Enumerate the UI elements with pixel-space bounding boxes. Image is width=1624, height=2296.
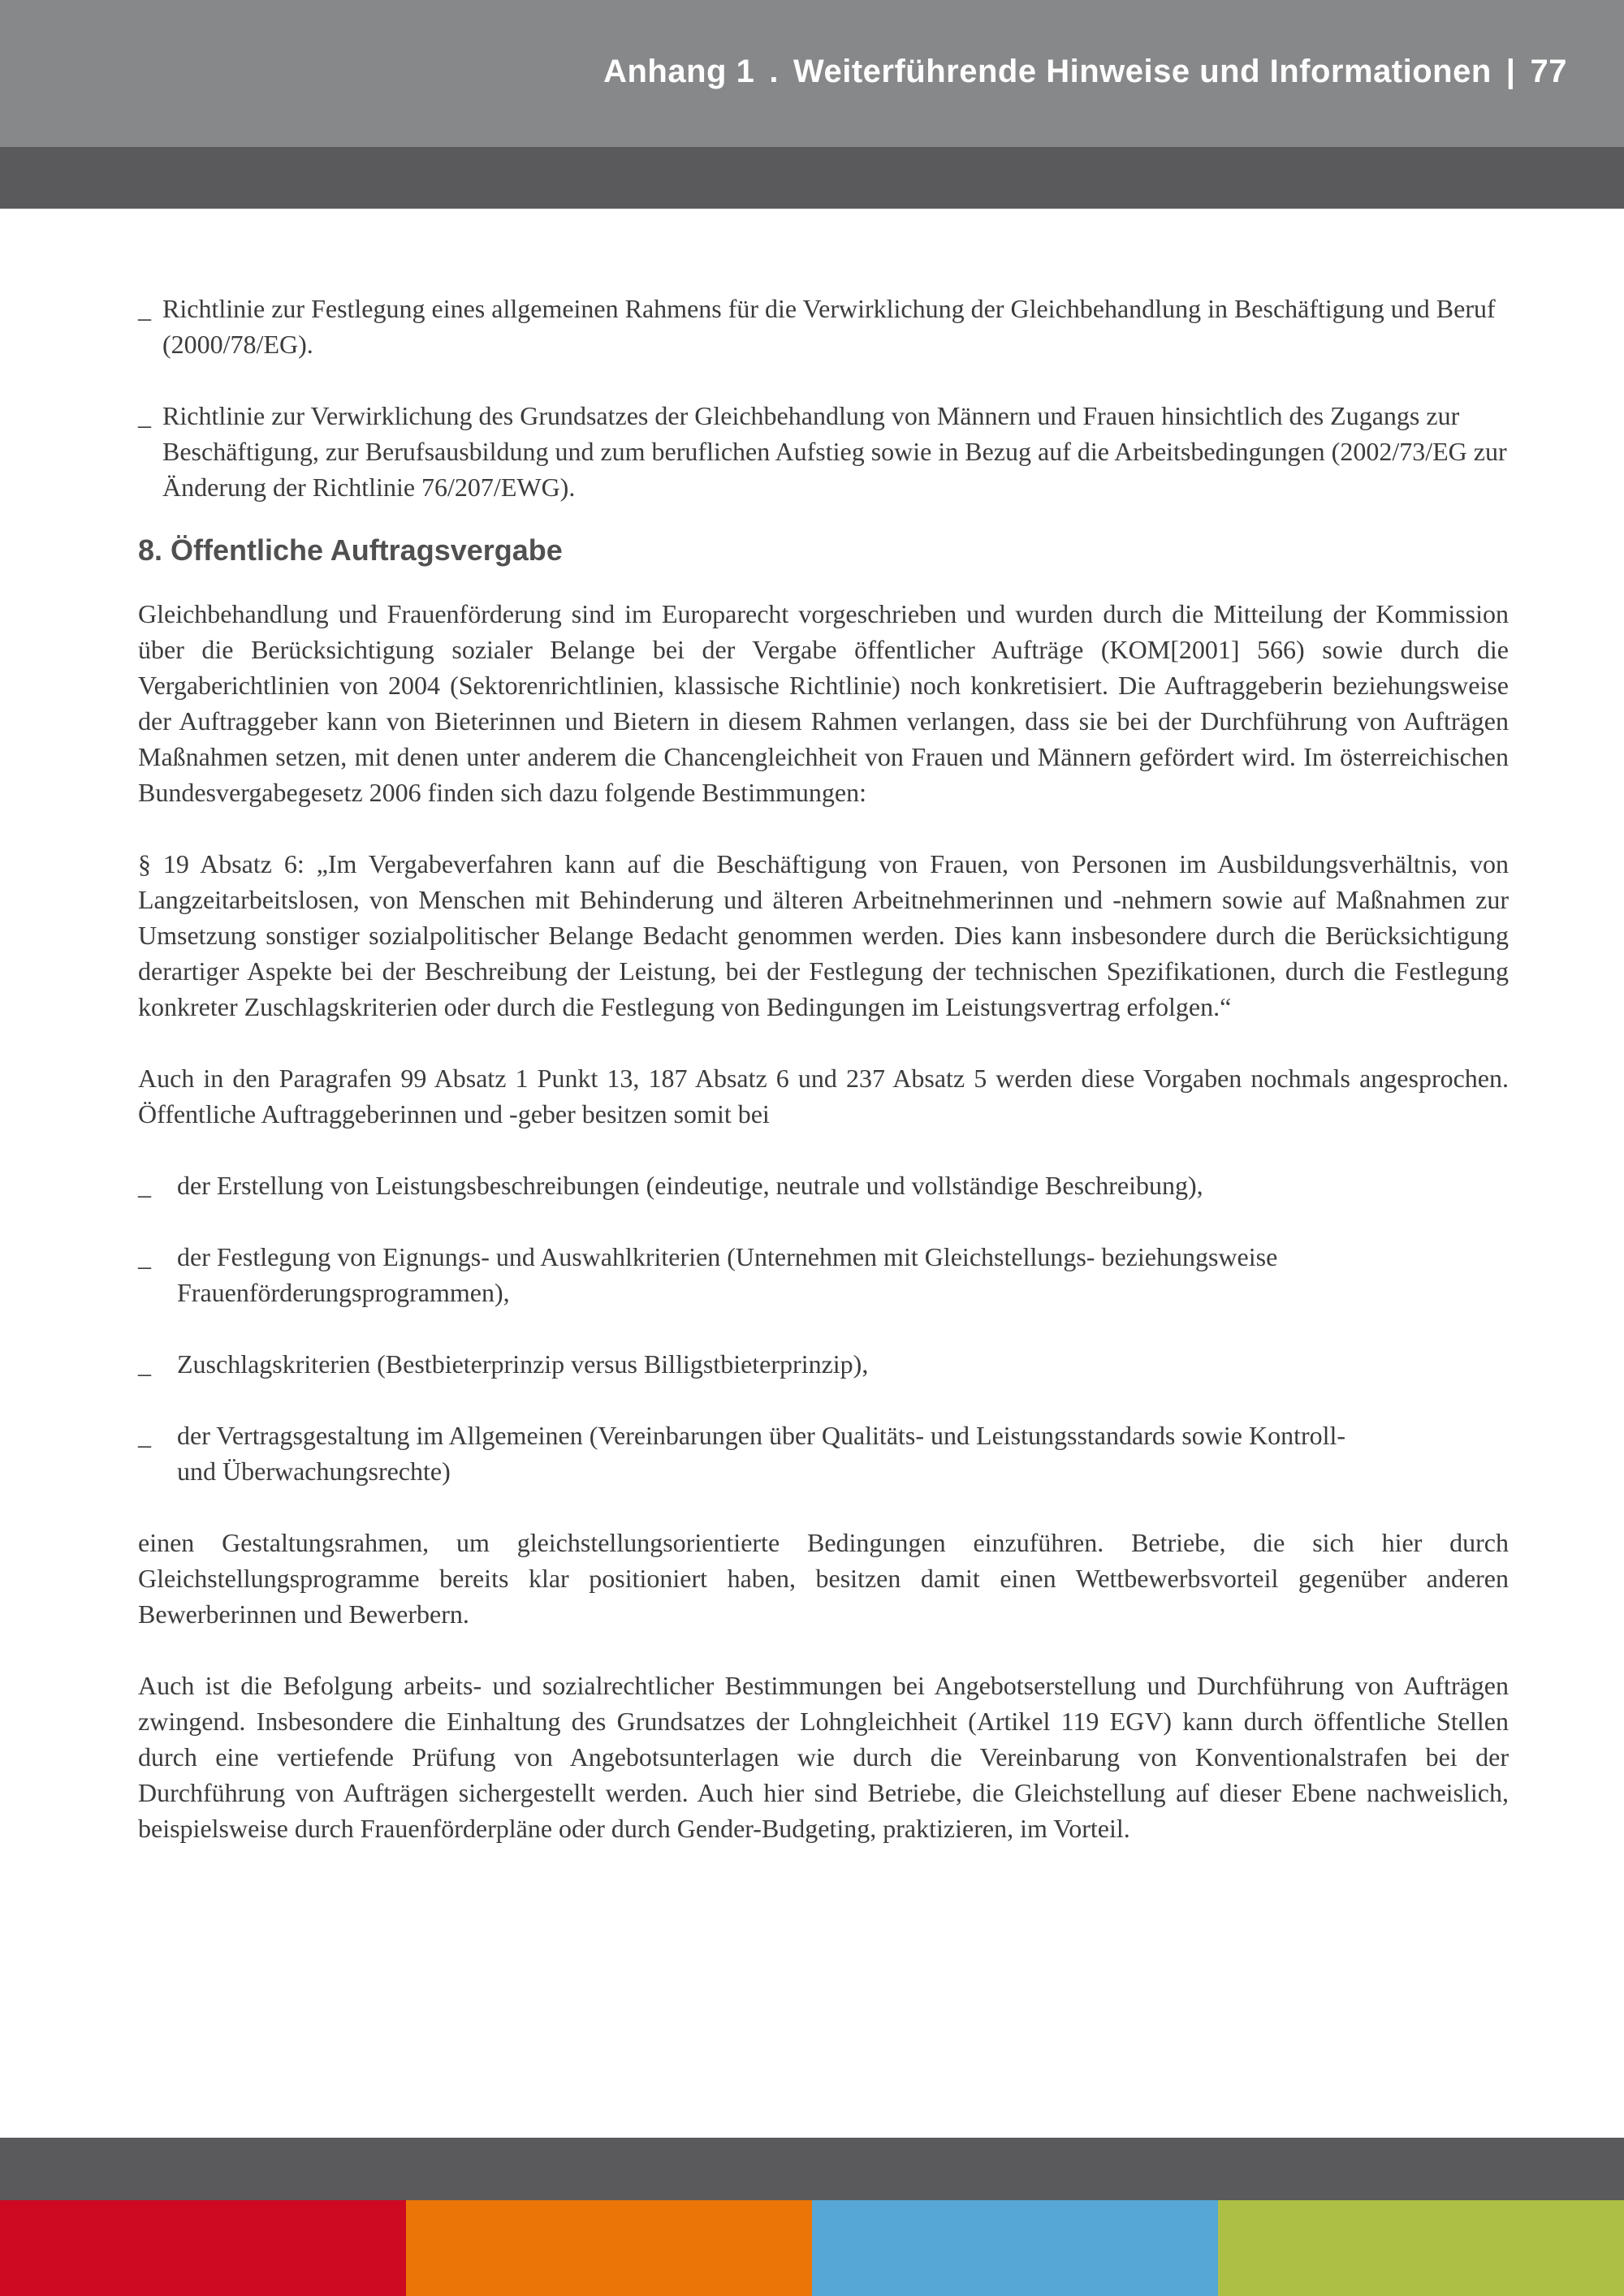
bullet-marker: _ <box>138 1171 151 1200</box>
page-number: 77 <box>1530 54 1567 89</box>
appendix-label: Anhang 1 <box>603 54 755 89</box>
stripe-red <box>0 2200 406 2296</box>
section-heading: 8. Öffentliche Auftragsvergabe <box>138 533 563 567</box>
stripe-orange <box>406 2200 812 2296</box>
paragraph-references: Auch in den Paragrafen 99 Absatz 1 Punkt 13, 187 Absatz 6 und 237 Absatz 5 werden diese Vorgaben nochmals angesprochen. Öffentliche Auftraggeberinnen und -geber besitzen somit bei <box>138 1064 1509 1129</box>
bullet-marker: _ <box>138 1242 151 1271</box>
paragraph-intro: Gleichbehandlung und Frauenförderung sind im Europarecht vorgeschrieben und wurden durch die Mitteilung der Kommission über die Berücksichtigung sozialer Belange bei der Vergabe öffentlicher Aufträge (KOM[2001] 566) sowie durch die Vergaberichtlinien von 2004 (Sektorenrichtlinien, klassische Richtlinie) noch konkretisiert. Die Auftraggeberin beziehungsweise der Auftraggeber kann von Bieterinnen und Bietern in diesem Rahmen verlangen, dass sie bei der Durchführung von Aufträgen Maßnahmen setzen, mit denen unter anderem die Chancengleichheit von Frauen und Männern gefördert wird. Im österreichischen Bundesvergabegesetz 2006 finden sich dazu folgende Bestimmungen: <box>138 599 1509 807</box>
header-band <box>0 147 1624 209</box>
directive-item <box>138 398 1509 505</box>
page-header <box>0 0 1624 147</box>
dash-marker: _ <box>138 401 151 430</box>
directive-text: Richtlinie zur Verwirklichung des Grundsatzes der Gleichbehandlung von Männern und Frauen hinsichtlich des Zugangs zur Beschäftigung, zur Berufsausbildung und zum beruflichen Aufstieg sowie in Bezug auf die Arbeitsbedingungen (2002/73/EG zur Änderung der Richtlinie 76/207/EWG). <box>162 401 1507 502</box>
bullet-item <box>138 1346 1509 1382</box>
directive-text: Richtlinie zur Festlegung eines allgemeinen Rahmens für die Verwirklichung der Gleichbehandlung in Beschäftigung und Beruf (2000/78/EG). <box>162 294 1496 359</box>
bullet-text: der Erstellung von Leistungsbeschreibungen (eindeutige, neutrale und vollständige Beschreibung), <box>177 1171 1203 1200</box>
paragraph-quote: § 19 Absatz 6: „Im Vergabeverfahren kann auf die Beschäftigung von Frauen, von Personen im Ausbildungsverhältnis, von Langzeitarbeitslosen, von Menschen mit Behinderung und älteren Arbeitnehmerinnen und -nehmern sowie auf Maßnahmen zur Umsetzung sonstiger sozialpolitischer Belange Bedacht genommen werden. Dies kann insbesondere durch die Berücksichtigung derartiger Aspekte bei der Beschreibung der Leistung, bei der Festlegung der technischen Spezifikationen, durch die Festlegung konkreter Zuschlagskriterien oder durch die Festlegung von Bedingungen im Leistungsvertrag erfolgen.“ <box>138 849 1509 1021</box>
footer-band <box>0 2138 1624 2200</box>
paragraph-conclusion: einen Gestaltungsrahmen, um gleichstellungsorientierte Bedingungen einzuführen. Betriebe, die sich hier durch Gleichstellungsprogramme bereits klar positioniert haben, besitzen damit einen Wettbewerbsvorteil gegenüber anderen Bewerberinnen und Bewerbern. <box>138 1528 1509 1629</box>
bullet-item <box>138 1239 1509 1310</box>
stripe-green <box>1218 2200 1624 2296</box>
chapter-title: Weiterführende Hinweise und Informationen <box>793 54 1492 89</box>
header-divider: | <box>1505 54 1516 89</box>
page-body <box>138 291 1509 1882</box>
bullet-text: Zuschlagskriterien (Bestbieterprinzip versus Billigstbieterprinzip), <box>177 1349 869 1379</box>
bullet-text: der Vertragsgestaltung im Allgemeinen (Vereinbarungen über Qualitäts- und Leistungsstandards sowie Kontroll- und Überwachungsrechte) <box>177 1421 1346 1486</box>
bullet-item <box>138 1418 1509 1489</box>
header-dot: . <box>769 54 779 89</box>
directive-item <box>138 291 1509 362</box>
bullet-item <box>138 1167 1509 1203</box>
bullet-marker: _ <box>138 1349 151 1379</box>
running-header-title <box>603 54 1567 90</box>
dash-marker: _ <box>138 294 151 323</box>
footer-color-stripes <box>0 2200 1624 2296</box>
bullet-text: der Festlegung von Eignungs- und Auswahlkriterien (Unternehmen mit Gleichstellungs- beziehungsweise Frauenförderungsprogrammen), <box>177 1242 1278 1307</box>
stripe-blue <box>812 2200 1218 2296</box>
paragraph-compliance: Auch ist die Befolgung arbeits- und sozialrechtlicher Bestimmungen bei Angebotserstellung und Durchführung von Aufträgen zwingend. Insbesondere die Einhaltung des Grundsatzes der Lohngleichheit (Artikel 119 EGV) kann durch öffentliche Stellen durch eine vertiefende Prüfung von Angebotsunterlagen wie durch die Vereinbarung von Konventionalstrafen bei der Durchführung von Aufträgen sichergestellt werden. Auch hier sind Betriebe, die Gleichstellung auf dieser Ebene nachweislich, beispielsweise durch Frauenförderpläne oder durch Gender-Budgeting, praktizieren, im Vorteil. <box>138 1671 1509 1843</box>
bullet-marker: _ <box>138 1421 151 1450</box>
